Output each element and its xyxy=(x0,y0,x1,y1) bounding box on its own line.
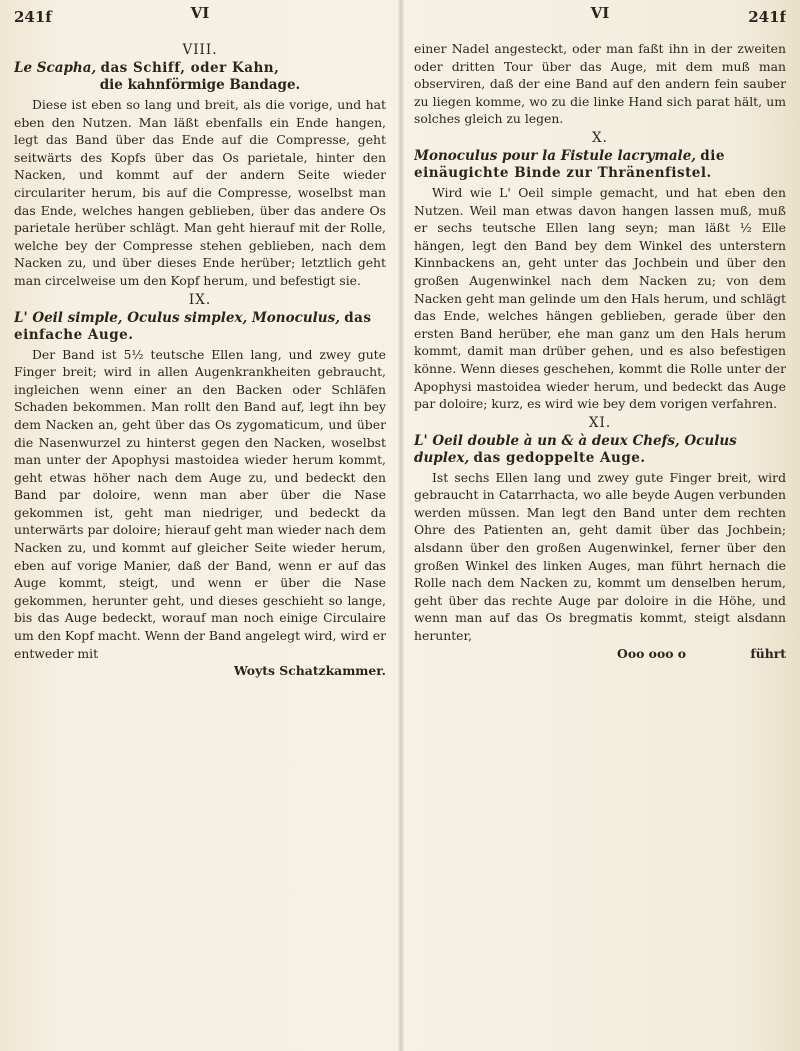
signature-mark: Ooo ooo o xyxy=(617,645,687,661)
gutter-shadow xyxy=(398,0,404,1051)
left-running-head xyxy=(14,0,386,40)
right-catchword: führt xyxy=(750,645,786,661)
section-8-subtitle: die kahnförmige Bandage. xyxy=(99,77,301,93)
right-section-roman: VI xyxy=(590,4,610,22)
right-page xyxy=(414,0,786,1051)
section-10-body: Wird wie L' Oeil simple gemacht, und hat eben den Nutzen. Weil man etwas davon hangen lassen muß, muß er sechs teutsche Ellen lang seyn; man läßt ½ Elle hängen, legt den Band bey dem Winkel des unterstern Kinnbackens an, geht unter das Jochbein und über den großen Augenwinkel nach dem Nacken zu; von dem Nacken geht man gelinde um den Hals herum, und schlägt das Ende, welches hängen geblieben, gerade über den ersten Band herüber, ehe man ganz um den Hals herum kommt, damit man drüber gehen, und es also befestigen könne. Wenn dieses geschehen, kommt die Rolle unter der Apophysi mastoidea wieder herum, und bedeckt das Auge par doloire; kurz, es wird wie bey dem vorigen verfahren. xyxy=(414,184,786,412)
section-11-number: XI. xyxy=(588,414,612,431)
section-9-body: Der Band ist 5½ teutsche Ellen lang, und zwey gute Finger breit; wird in allen Augenkrankheiten gebraucht, ingleichen wenn einer an den Backen oder Schläfen Schaden bekommen. Man rollt den Band auf, legt ihn bey dem Nacken an, geht über das Os zygomaticum, und über die Nasenwurzel zu hinterst gegen den Nacken, woselbst man unter der Apophysi mastoidea wieder herum kommt, geht etwas höher nach dem Auge zu, und bedeckt den Band par doloire, wenn man aber über die Nase gekommen ist, geht man niedriger, und bedeckt da unterwärts par doloire; hierauf geht man wieder nach dem Nacken zu, und kommt auf gleicher Seite wieder herum, eben auf vorige Manier, daß der Band, wenn er auf das Auge kommt, steigt, und wenn er über die Nase gekommen, herunter geht, und dieses geschieht so lange, bis das Auge bedeckt, worauf man noch einige Circulaire um den Kopf macht. Wenn der Band angelegt wird, wird er entweder mit xyxy=(14,346,386,661)
section-10-number: X. xyxy=(592,129,608,146)
section-9-number: IX. xyxy=(188,291,212,308)
section-9-heading xyxy=(14,310,386,344)
right-footer xyxy=(414,645,786,662)
right-page-number: 241f xyxy=(748,8,786,26)
section-10-heading xyxy=(414,148,786,182)
section-11-german-title: das gedoppelte Auge. xyxy=(473,449,646,466)
left-page-number: 241f xyxy=(14,8,52,26)
section-8-heading xyxy=(14,60,386,94)
section-9-latin-title: L' Oeil simple, Oculus simplex, Monoculus, xyxy=(14,309,340,326)
section-8-latin-title: Le Scapha, xyxy=(14,60,97,76)
left-catchword: Woyts Schatzkammer. xyxy=(233,663,386,679)
continued-body: einer Nadel angesteckt, oder man faßt ihn in der zweiten oder dritten Tour über das Auge, mit dem muß man observiren, daß der eine Band auf den andern fein sauber zu liegen komme, wo zu die linke Hand sich parat hält, um solches gleich zu legen. xyxy=(414,41,786,127)
left-page xyxy=(14,0,386,1051)
section-8-number: VIII. xyxy=(182,42,218,58)
right-running-head xyxy=(414,0,786,40)
section-9-german-title: das einfache Auge. xyxy=(14,309,372,343)
section-11-heading xyxy=(414,433,786,467)
section-10-german-title: die einäugichte Binde zur Thränenfistel. xyxy=(414,147,725,181)
section-11-body: Ist sechs Ellen lang und zwey gute Finger breit, wird gebraucht in Catarrhacta, wo alle beyde Augen verbunden werden müssen. Man legt den Band unter dem rechten Ohre des Patienten an, geht damit über das Jochbein; alsdann über den großen Augenwinkel, ferner über den großen Winkel des linken Auges, man führt hernach die Rolle nach dem Nacken zu, kommt um denselben herum, geht über das rechte Auge par doloire in die Höhe, und wenn man auf das Os bregmatis kommt, steigt alsdann herunter, xyxy=(414,469,786,644)
section-8-german-title: das Schiff, oder Kahn, xyxy=(100,60,280,76)
section-11-latin-title: L' Oeil double à un & à deux Chefs, Oculus duplex, xyxy=(414,432,737,466)
section-8-body: Diese ist eben so lang und breit, als die vorige, und hat eben den Nutzen. Man läßt ebenfalls ein Ende hangen, legt das Band über das Ende auf die Compresse, geht seitwärts des Kopfs über das Os parietale, hinter den Nacken, und kommt auf der andern Seite wieder circulariter herum, bis auf die Compresse, woselbst man das Ende, welches hangen geblieben, über das andere Os parietale herüber schlägt. Man geht hierauf mit der Rolle, welche bey der Compresse stehen geblieben, nach dem Nacken zu, und über dieses Ende herüber; letztlich geht man circelweise um den Kopf herum, und befestigt sie. xyxy=(14,97,386,288)
left-section-roman: VI xyxy=(190,4,210,22)
section-10-latin-title: Monoculus pour la Fistule lacrymale, xyxy=(414,147,696,164)
